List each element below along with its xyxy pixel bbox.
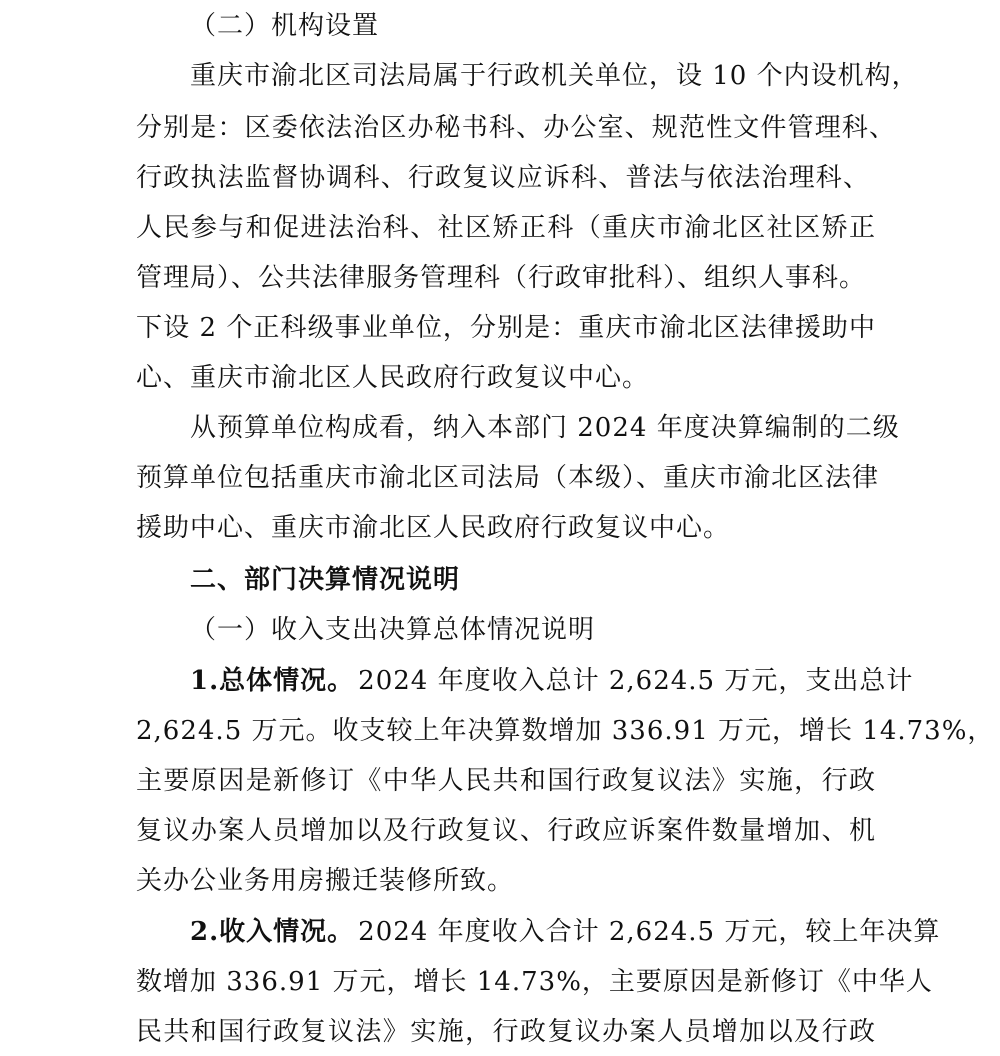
overall-paragraph-line: 主要原因是新修订《中华人民共和国行政复议法》实施，行政	[136, 766, 876, 796]
overall-label: 1.总体情况。	[190, 666, 355, 696]
income-label: 2.收入情况。	[190, 917, 355, 947]
heading-subsection-1: （一）收入支出决算总体情况说明	[190, 615, 596, 645]
overall-paragraph-line: 复议办案人员增加以及行政复议、行政应诉案件数量增加、机	[136, 816, 876, 846]
org-paragraph-line: 心、重庆市渝北区人民政府行政复议中心。	[136, 363, 650, 393]
income-first-text: 2024 年度收入合计 2,624.5 万元，较上年决算	[358, 917, 941, 947]
budget-paragraph-line: 预算单位包括重庆市渝北区司法局（本级）、重庆市渝北区法律	[136, 463, 880, 493]
income-paragraph-line: 数增加 336.91 万元，增长 14.73%，主要原因是新修订《中华人	[136, 967, 933, 997]
income-paragraph-first-line	[190, 915, 941, 949]
overall-first-text: 2024 年度收入总计 2,624.5 万元，支出总计	[358, 666, 914, 696]
org-paragraph-line: 行政执法监督协调科、行政复议应诉科、普法与依法治理科、	[136, 163, 870, 193]
heading-section-2: 二、部门决算情况说明	[190, 565, 461, 595]
org-paragraph-line: 下设 2 个正科级事业单位，分别是：重庆市渝北区法律援助中	[136, 313, 876, 343]
overall-paragraph-first-line	[190, 664, 914, 698]
org-paragraph-line: 人民参与和促进法治科、社区矫正科（重庆市渝北区社区矫正	[136, 213, 876, 243]
org-paragraph-line: 重庆市渝北区司法局属于行政机关单位，设 10 个内设机构，	[190, 61, 919, 91]
org-paragraph-line: 分别是：区委依法治区办秘书科、办公室、规范性文件管理科、	[136, 113, 896, 143]
income-paragraph-line: 民共和国行政复议法》实施，行政复议办案人员增加以及行政	[136, 1017, 876, 1047]
org-paragraph-line: 管理局）、公共法律服务管理科（行政审批科）、组织人事科。	[136, 263, 867, 293]
budget-paragraph-line: 援助中心、重庆市渝北区人民政府行政复议中心。	[136, 513, 731, 543]
overall-paragraph-line: 关办公业务用房搬迁装修所致。	[136, 866, 515, 896]
overall-paragraph-line: 2,624.5 万元。收支较上年决算数增加 336.91 万元，增长 14.73%，	[136, 716, 995, 746]
budget-paragraph-line: 从预算单位构成看，纳入本部门 2024 年度决算编制的二级	[190, 413, 900, 443]
heading-org-structure: （二）机构设置	[190, 11, 380, 41]
